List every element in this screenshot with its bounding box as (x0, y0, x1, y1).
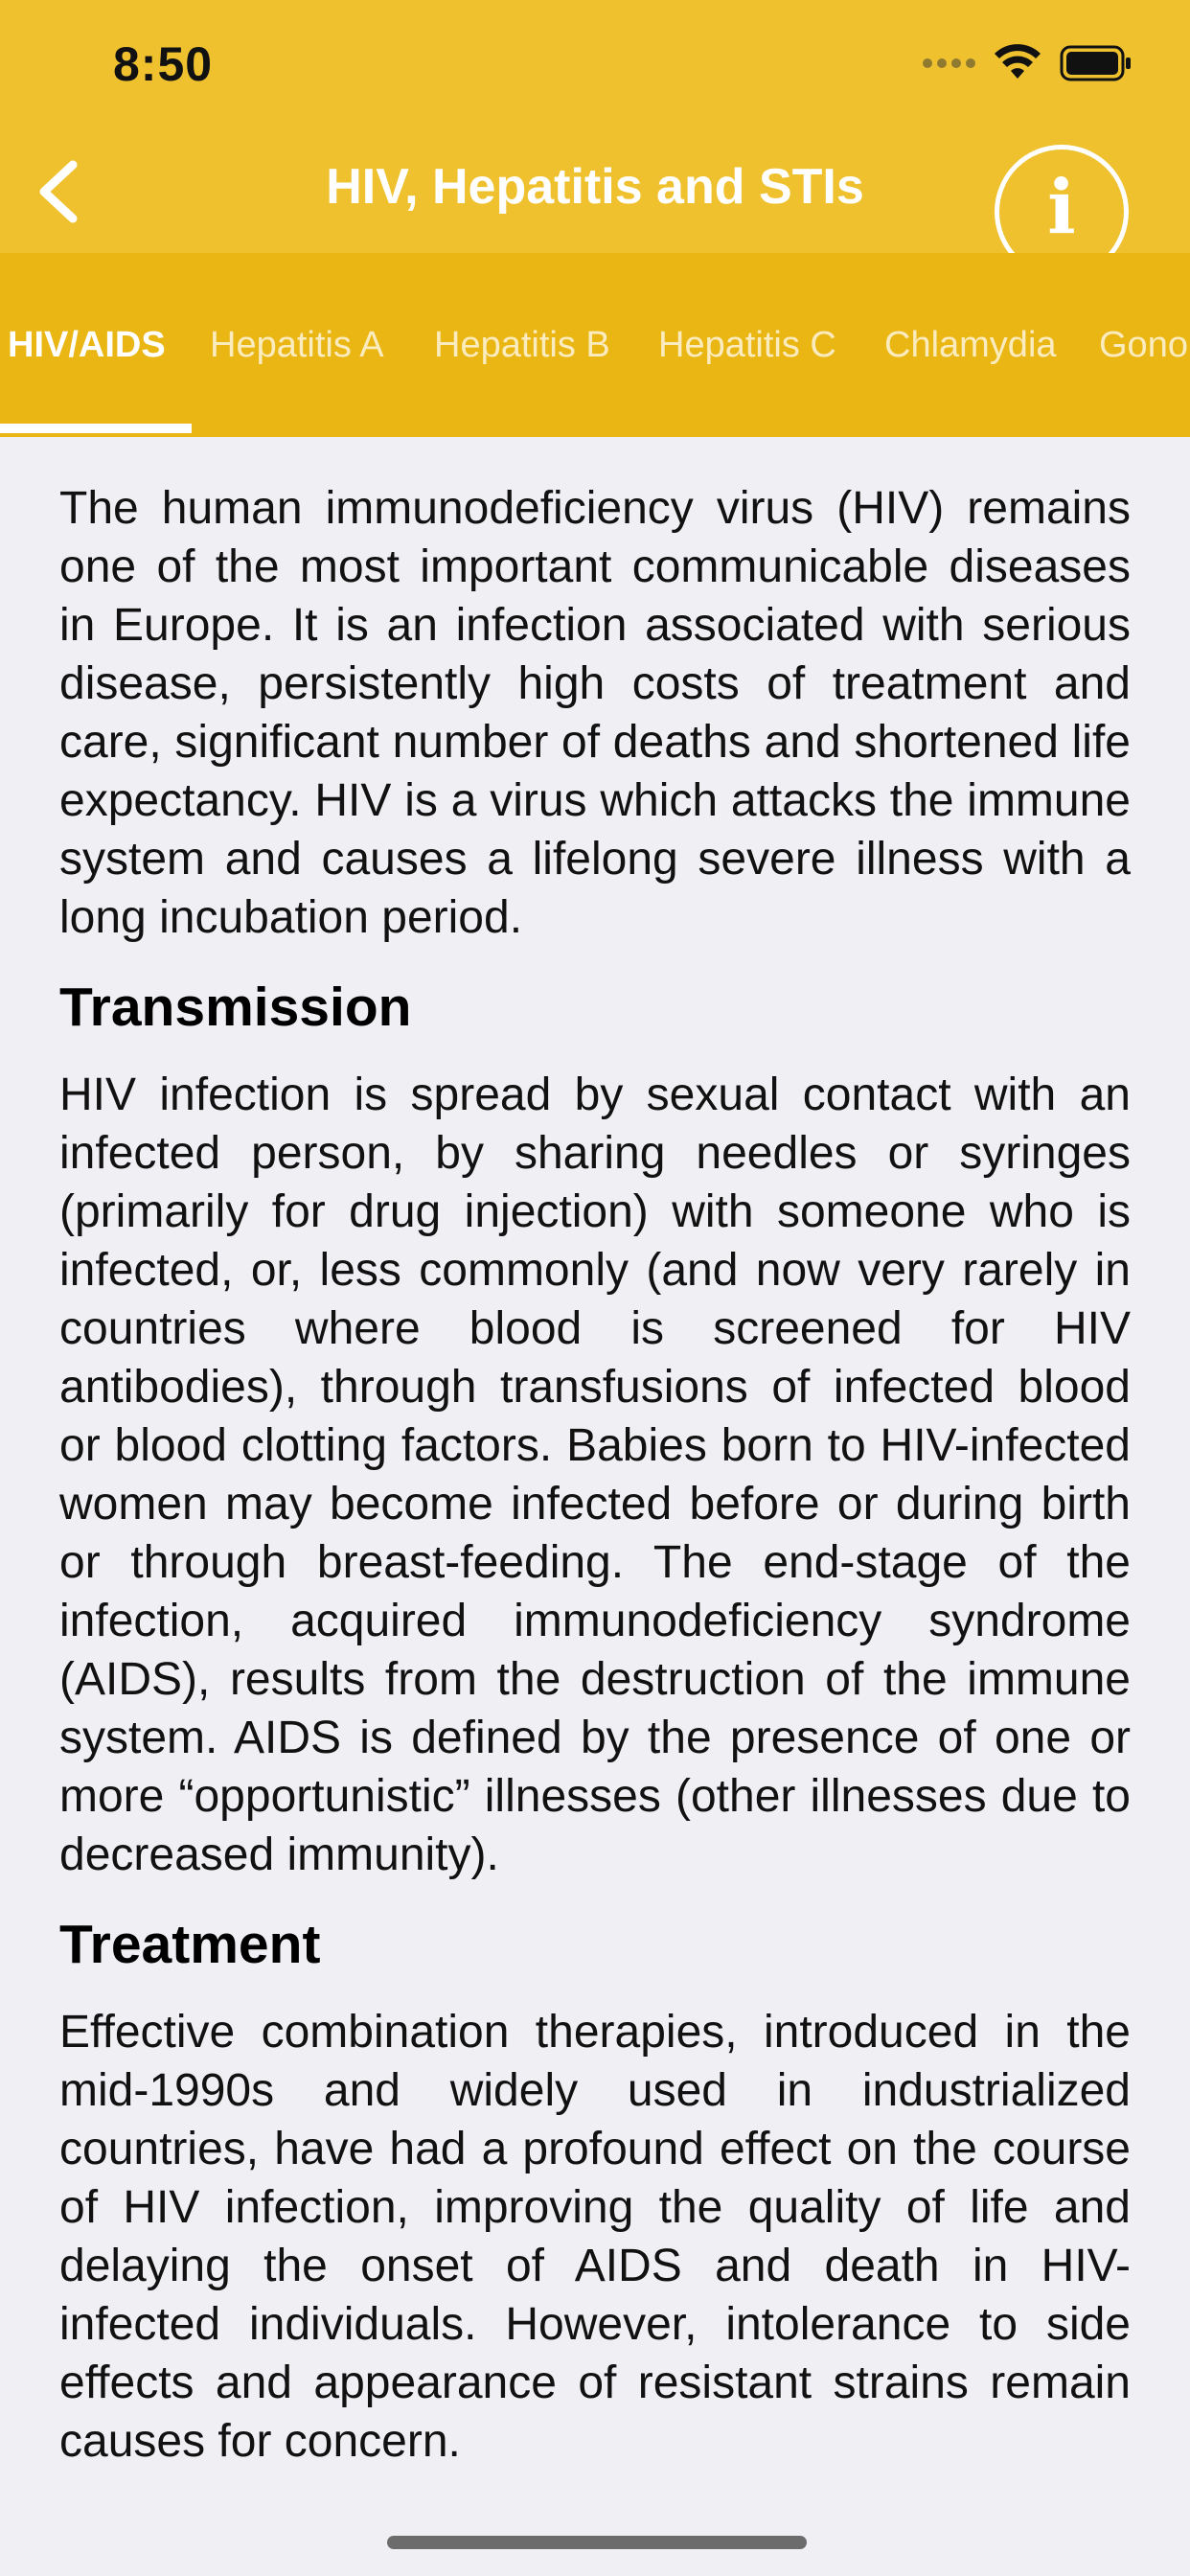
status-icons (923, 42, 1133, 84)
article-content (59, 479, 1131, 2497)
transmission-paragraph: HIV infection is spread by sexual contact with an infected person, by sharing needles or syringes (primarily for drug injection) with someone who is infected, or, less commonly (and now very rarely in countries where blood is screened for HIV antibodies), through transfusions of infected blood or blood clotting factors. Babies born to HIV-infected women may become infected before or during birth or through breast-feeding. The end-stage of the infection, acquired immunodeficiency syndrome (AIDS), results from the destruction of the immune system. AIDS is defined by the presence of one or more “opportunistic” illnesses (other illnesses due to decreased immunity). (59, 1070, 1131, 1880)
home-indicator[interactable] (387, 2536, 807, 2549)
battery-icon (1060, 45, 1133, 81)
topic-tab-bar (0, 253, 1190, 437)
treatment-paragraph: Effective combination therapies, introduced in the mid-1990s and widely used in industrialized countries, have had a profound effect on the course of HIV infection, improving the quality of life and delaying the onset of AIDS and death in HIV-infected individuals. However, intolerance to side effects and appearance of resistant strains remain causes for concern. (59, 2007, 1131, 2467)
tab-hiv-aids[interactable]: HIV/AIDS (8, 325, 166, 365)
tab-chlamydia[interactable]: Chlamydia (884, 325, 1057, 365)
tab-hepatitis-c[interactable]: Hepatitis C (658, 325, 836, 365)
info-circle-icon: i (1047, 164, 1076, 251)
page-title: HIV, Hepatitis and STIs (326, 159, 864, 215)
transmission-heading: Transmission (59, 977, 412, 1038)
intro-paragraph: The human immunodeficiency virus (HIV) remains one of the most important communicable diseases in Europe. It is an infection associated with serious disease, persistently high costs of treatment and care, significant number of deaths and shortened life expectancy. HIV is a virus which attacks the immune system and causes a lifelong severe illness with a long incubation period. (59, 483, 1131, 943)
navigation-header (0, 0, 1190, 253)
cellular-icon (923, 58, 975, 68)
tab-hepatitis-b[interactable]: Hepatitis B (434, 325, 610, 365)
wifi-icon (993, 44, 1042, 82)
tab-hepatitis-a[interactable]: Hepatitis A (210, 325, 384, 365)
active-tab-indicator (0, 424, 192, 433)
treatment-heading: Treatment (59, 1914, 321, 1975)
status-time: 8:50 (113, 37, 214, 91)
tab-gonorrhoea[interactable]: Gono (1099, 325, 1188, 365)
